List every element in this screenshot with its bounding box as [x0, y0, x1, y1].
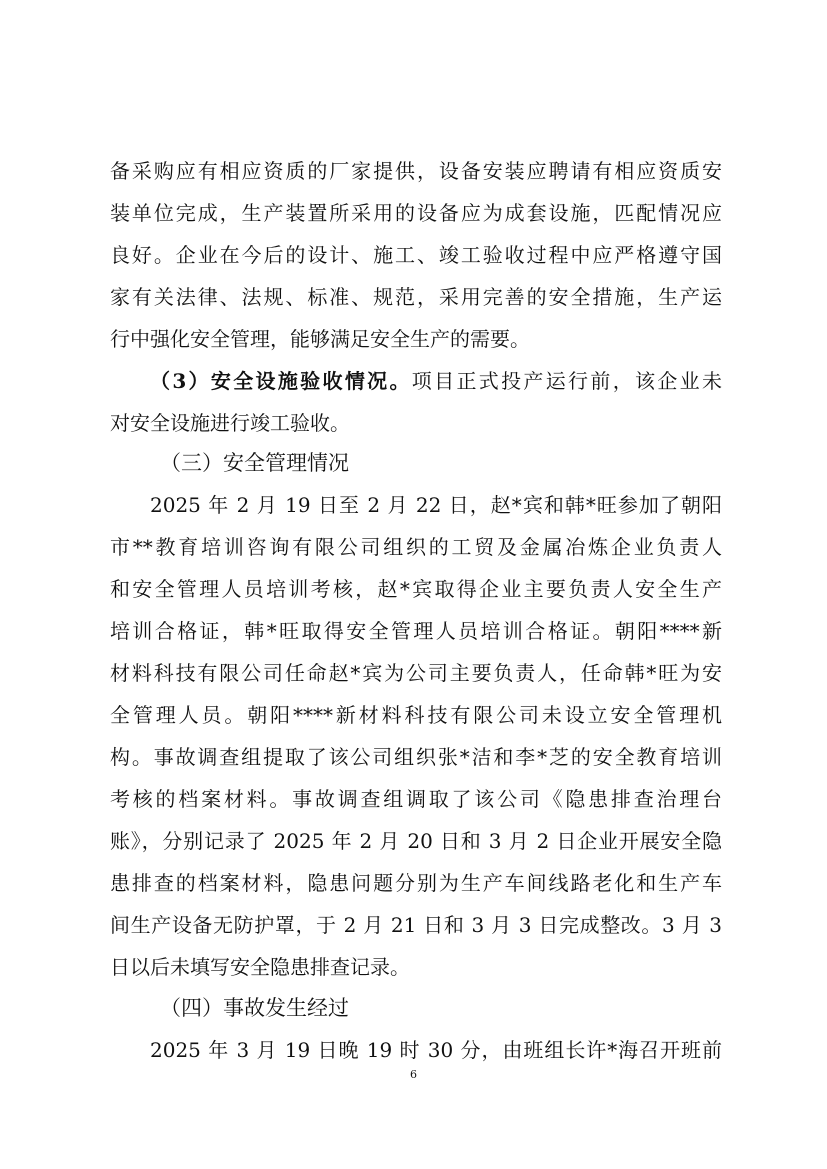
paragraph-3-line-6: 全管理人员。朝阳****新材料科技有限公司未设立安全管理机	[110, 703, 722, 727]
paragraph-1-line-4: 家有关法律、法规、标准、规范，采用完善的安全措施，生产运	[110, 285, 722, 309]
paragraph-1-line-3: 良好。企业在今后的设计、施工、竣工验收过程中应严格遵守国	[110, 243, 722, 267]
paragraph-3-line-7: 构。事故调查组提取了该公司组织张*洁和李*芝的安全教育培训	[110, 745, 722, 769]
section-heading-3: （三）安全管理情况	[160, 451, 349, 475]
paragraph-1-line-5: 行中强化安全管理，能够满足安全生产的需要。	[110, 327, 530, 351]
paragraph-4-line-1: 2025 年 3 月 19 日晚 19 时 30 分，由班组长许*海召开班前	[150, 1038, 722, 1062]
paragraph-3-line-10: 患排查的档案材料，隐患问题分别为生产车间线路老化和生产车	[110, 871, 722, 895]
paragraph-2-line-2: 对安全设施进行竣工验收。	[110, 411, 350, 435]
paragraph-1-line-2: 装单位完成，生产装置所采用的设备应为成套设施，匹配情况应	[110, 201, 722, 225]
paragraph-2-bold-lead: （3）安全设施验收情况。	[150, 369, 412, 393]
paragraph-3-line-5: 材料科技有限公司任命赵*宾为公司主要负责人，任命韩*旺为安	[110, 661, 722, 685]
paragraph-3-line-11: 间生产设备无防护罩，于 2 月 21 日和 3 月 3 日完成整改。3 月 3	[110, 913, 722, 937]
paragraph-3-line-3: 和安全管理人员培训考核，赵*宾取得企业主要负责人安全生产	[110, 577, 722, 601]
paragraph-1-line-1: 备采购应有相应资质的厂家提供，设备安装应聘请有相应资质安	[110, 159, 722, 183]
paragraph-3-line-8: 考核的档案材料。事故调查组调取了该公司《隐患排查治理台	[110, 787, 722, 811]
paragraph-3-line-4: 培训合格证，韩*旺取得安全管理人员培训合格证。朝阳****新	[110, 619, 722, 643]
paragraph-3-line-1: 2025 年 2 月 19 日至 2 月 22 日，赵*宾和韩*旺参加了朝阳	[150, 493, 722, 517]
section-heading-4: （四）事故发生经过	[160, 996, 349, 1020]
paragraph-3-line-12: 日以后未填写安全隐患排查记录。	[110, 955, 410, 979]
paragraph-3-line-2: 市**教育培训咨询有限公司组织的工贸及金属冶炼企业负责人	[110, 535, 722, 559]
paragraph-3-line-9: 账》，分别记录了 2025 年 2 月 20 日和 3 月 2 日企业开展安全隐	[110, 829, 722, 853]
paragraph-2-line-1-rest: 项目正式投产运行前，该企业未	[411, 369, 722, 393]
paragraph-2-line-1	[150, 367, 722, 395]
page-number: 6	[410, 1068, 417, 1081]
